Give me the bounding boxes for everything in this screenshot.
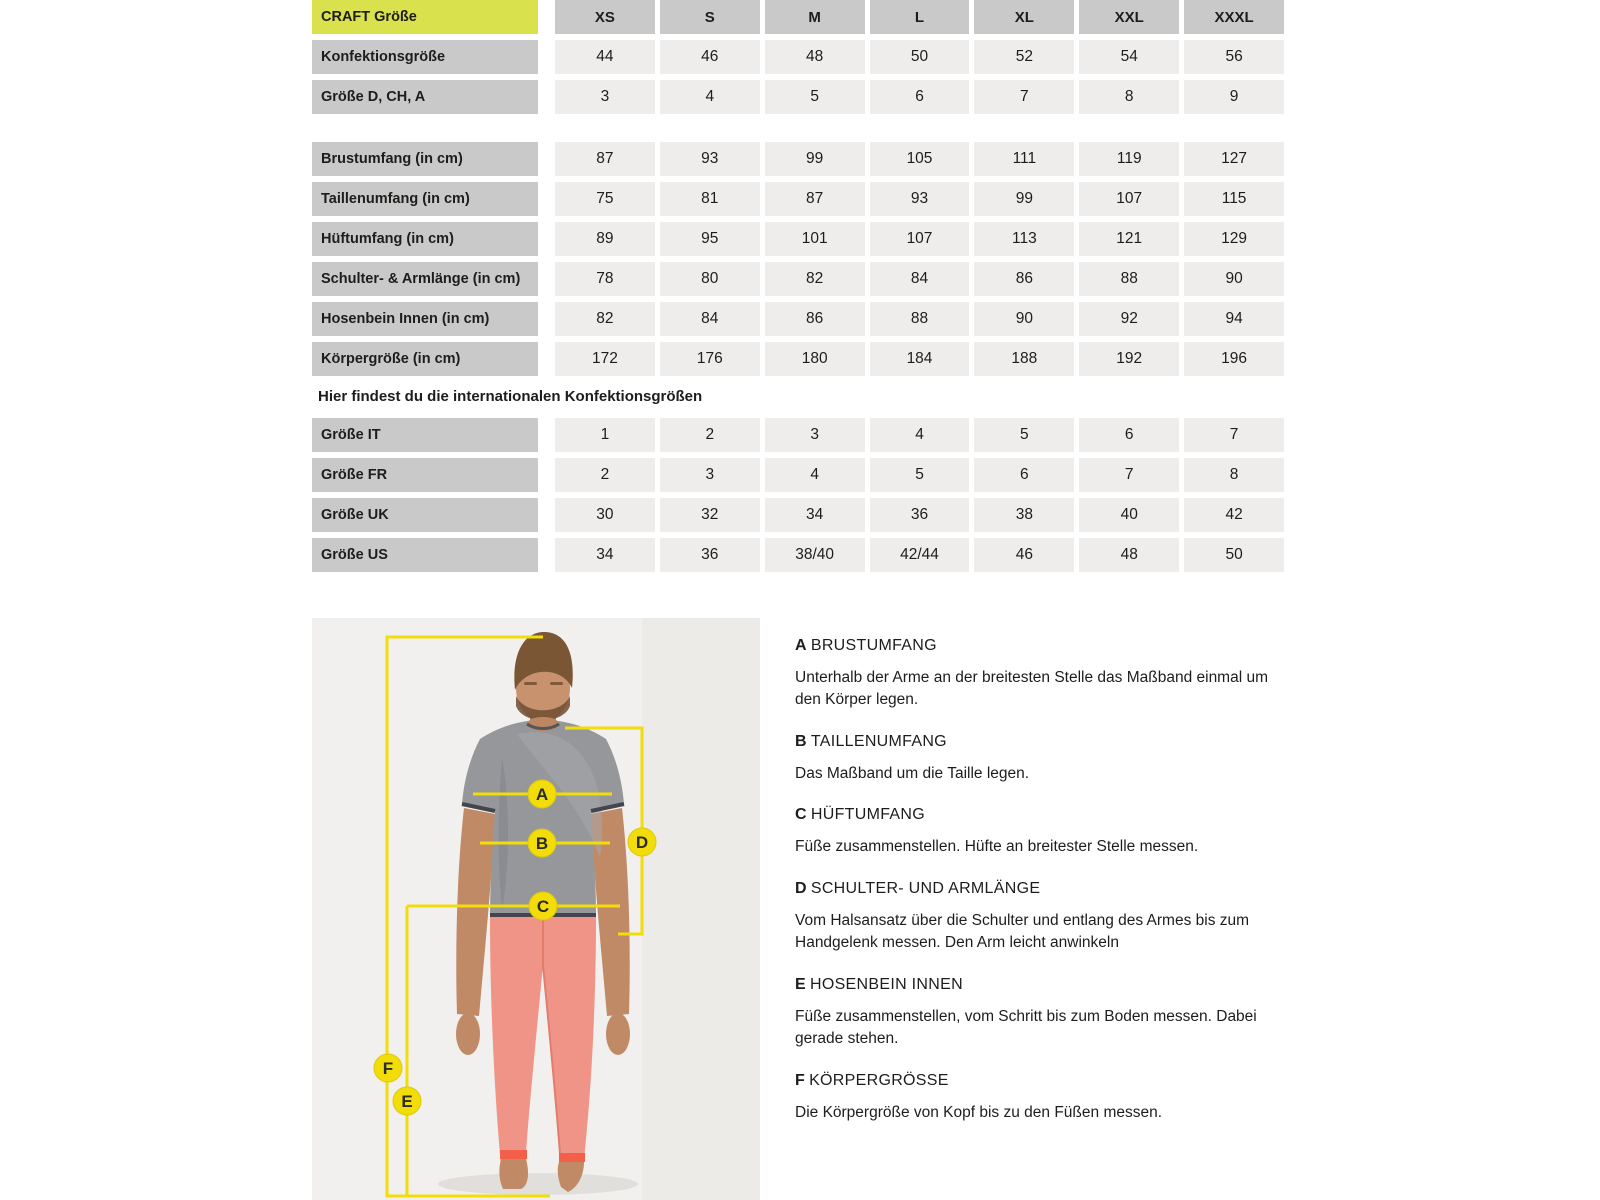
row-label-cell: Größe FR [312,458,538,492]
size-value-cell: 1 [555,418,655,452]
guide-entry-text: Füße zusammenstellen, vom Schritt bis zum Boden messen. Dabei gerade stehen. [795,1007,1257,1048]
size-value-cell: 89 [555,222,655,256]
svg-text:D: D [635,833,649,852]
size-value-cell: 94 [1184,302,1284,336]
size-value-cell: 36 [660,538,760,572]
size-value-cell: 84 [660,302,760,336]
size-value-cell: 5 [974,418,1074,452]
row-label-cell: Größe IT [312,418,538,452]
confection-size-table [312,40,1284,114]
table-row [312,342,1284,376]
guide-entry-letter: E [795,975,806,993]
size-value-cell: 101 [765,222,865,256]
row-label-cell: Taillenumfang (in cm) [312,182,538,216]
table-row [312,458,1284,492]
measurement-guide [795,618,1284,1144]
size-value-cell: 5 [870,458,970,492]
row-label-cell: Größe US [312,538,538,572]
size-value-cell: 90 [974,302,1074,336]
size-value-cell: 87 [765,182,865,216]
size-value-cell: 107 [870,222,970,256]
size-value-cell: 188 [974,342,1074,376]
size-value-cell: 2 [660,418,760,452]
size-value-cell: 180 [765,342,865,376]
svg-text:F: F [382,1059,394,1078]
size-value-cell: 172 [555,342,655,376]
size-value-cell: 4 [765,458,865,492]
guide-entry-title: C HÜFTUMFANG [795,806,925,824]
model-figure [312,618,760,1200]
size-value-cell: 34 [765,498,865,532]
guide-entry-title: E HOSENBEIN INNEN [795,975,963,993]
size-value-cell: 2 [555,458,655,492]
table-spacer [312,120,1284,142]
guide-entry-text: Das Maßband um die Taille legen. [795,764,1030,782]
measure-guide-entry [795,732,1284,785]
size-value-cell: 48 [1079,538,1179,572]
size-value-cell: 115 [1184,182,1284,216]
row-label-cell: Schulter- & Armlänge (in cm) [312,262,538,296]
size-value-cell: 90 [1184,262,1284,296]
guide-entry-text: Unterhalb der Arme an der breitesten Stelle das Maßband einmal um den Körper legen. [795,669,1268,709]
measure-guide-entry [795,1071,1284,1124]
size-value-cell: 38/40 [765,538,865,572]
size-value-cell: 192 [1079,342,1179,376]
size-value-cell: 30 [555,498,655,532]
marker-e-inseam [393,1087,421,1115]
size-value-cell: 8 [1184,458,1284,492]
row-label-cell: Konfektionsgröße [312,40,538,74]
guide-entry-text: Vom Halsansatz über die Schulter und entlang des Armes bis zum Handgelenk messen. Den Arm leicht anwinkeln [795,911,1250,952]
table-row [312,222,1284,256]
size-header-row [312,0,1284,34]
size-column-header: L [870,0,970,34]
size-value-cell: 36 [870,498,970,532]
measurement-section [312,618,1284,1200]
size-value-cell: 82 [555,302,655,336]
measure-guide-entry [795,805,1284,858]
size-value-cell: 93 [660,142,760,176]
size-value-cell: 8 [1079,80,1179,114]
row-label-cell: Körpergröße (in cm) [312,342,538,376]
size-guide-content [312,0,1284,1200]
guide-entry-title: A BRUSTUMFANG [795,637,937,654]
size-value-cell: 46 [660,40,760,74]
size-value-cell: 107 [1079,182,1179,216]
size-value-cell: 3 [765,418,865,452]
size-value-cell: 40 [1079,498,1179,532]
svg-text:C: C [536,897,550,916]
row-label-cell: Hüftumfang (in cm) [312,222,538,256]
international-size-table [312,418,1284,572]
marker-d-shoulder-arm [628,828,656,856]
size-value-cell: 88 [1079,262,1179,296]
measurement-photo [312,618,760,1200]
size-value-cell: 9 [1184,80,1284,114]
table-row [312,40,1284,74]
measure-guide-entry [795,636,1284,712]
size-value-cell: 75 [555,182,655,216]
size-value-cell: 127 [1184,142,1284,176]
size-value-cell: 196 [1184,342,1284,376]
row-label-cell: Größe D, CH, A [312,80,538,114]
guide-entry-text: Füße zusammenstellen. Hüfte an breitester Stelle messen. [795,838,1199,856]
size-value-cell: 99 [765,142,865,176]
table-row [312,498,1284,532]
size-value-cell: 7 [974,80,1074,114]
craft-size-header-cell: CRAFT Größe [312,0,538,34]
size-column-header: S [660,0,760,34]
size-value-cell: 119 [1079,142,1179,176]
size-value-cell: 113 [974,222,1074,256]
size-value-cell: 86 [765,302,865,336]
size-value-cell: 54 [1079,40,1179,74]
row-label-cell: Brustumfang (in cm) [312,142,538,176]
size-value-cell: 38 [974,498,1074,532]
size-value-cell: 80 [660,262,760,296]
size-value-cell: 121 [1079,222,1179,256]
size-value-cell: 5 [765,80,865,114]
table-row [312,142,1284,176]
measure-guide-entry [795,975,1284,1051]
size-column-header: XXL [1079,0,1179,34]
size-value-cell: 48 [765,40,865,74]
size-value-cell: 105 [870,142,970,176]
size-value-cell: 4 [660,80,760,114]
table-row [312,262,1284,296]
size-value-cell: 82 [765,262,865,296]
size-value-cell: 84 [870,262,970,296]
size-column-header: XL [974,0,1074,34]
size-value-cell: 7 [1184,418,1284,452]
table-row [312,80,1284,114]
measure-guide-entry [795,879,1284,955]
guide-entry-title: F KÖRPERGRÖSSE [795,1071,949,1089]
size-column-header: M [765,0,865,34]
body-measurement-table [312,142,1284,376]
size-column-header: XS [555,0,655,34]
svg-text:B: B [535,834,549,853]
guide-entry-text: Die Körpergröße von Kopf bis zu den Füßen messen. [795,1103,1163,1121]
size-value-cell: 50 [870,40,970,74]
size-value-cell: 78 [555,262,655,296]
size-value-cell: 111 [974,142,1074,176]
guide-entry-title: D SCHULTER- UND ARMLÄNGE [795,879,1041,897]
size-value-cell: 32 [660,498,760,532]
size-value-cell: 42 [1184,498,1284,532]
size-value-cell: 6 [974,458,1074,492]
marker-a-chest [528,780,556,808]
size-value-cell: 46 [974,538,1074,572]
guide-entry-letter: B [795,732,807,750]
guide-entry-letter: A [795,637,807,654]
size-value-cell: 6 [1079,418,1179,452]
size-value-cell: 95 [660,222,760,256]
size-value-cell: 176 [660,342,760,376]
size-value-cell: 86 [974,262,1074,296]
size-value-cell: 92 [1079,302,1179,336]
size-value-cell: 4 [870,418,970,452]
marker-c-hip [529,892,557,920]
international-sizes-heading: Hier findest du die internationalen Konfektionsgrößen [318,388,703,405]
size-value-cell: 52 [974,40,1074,74]
size-value-cell: 44 [555,40,655,74]
size-value-cell: 42/44 [870,538,970,572]
size-value-cell: 99 [974,182,1074,216]
size-column-header: XXXL [1184,0,1284,34]
size-value-cell: 129 [1184,222,1284,256]
guide-entry-title: B TAILLENUMFANG [795,732,947,750]
size-value-cell: 3 [555,80,655,114]
size-value-cell: 184 [870,342,970,376]
svg-text:A: A [535,785,549,804]
size-value-cell: 81 [660,182,760,216]
row-label-cell: Hosenbein Innen (in cm) [312,302,538,336]
table-row [312,418,1284,452]
marker-b-waist [528,829,556,857]
size-value-cell: 6 [870,80,970,114]
size-value-cell: 56 [1184,40,1284,74]
size-value-cell: 34 [555,538,655,572]
guide-entry-letter: D [795,879,807,897]
svg-text:E: E [401,1092,413,1111]
table-row [312,302,1284,336]
guide-entry-letter: C [795,806,807,824]
size-value-cell: 87 [555,142,655,176]
marker-f-height [374,1054,402,1082]
size-value-cell: 7 [1079,458,1179,492]
size-value-cell: 88 [870,302,970,336]
size-value-cell: 3 [660,458,760,492]
guide-entry-letter: F [795,1071,806,1089]
table-row [312,538,1284,572]
row-label-cell: Größe UK [312,498,538,532]
size-value-cell: 93 [870,182,970,216]
size-value-cell: 50 [1184,538,1284,572]
table-row [312,182,1284,216]
